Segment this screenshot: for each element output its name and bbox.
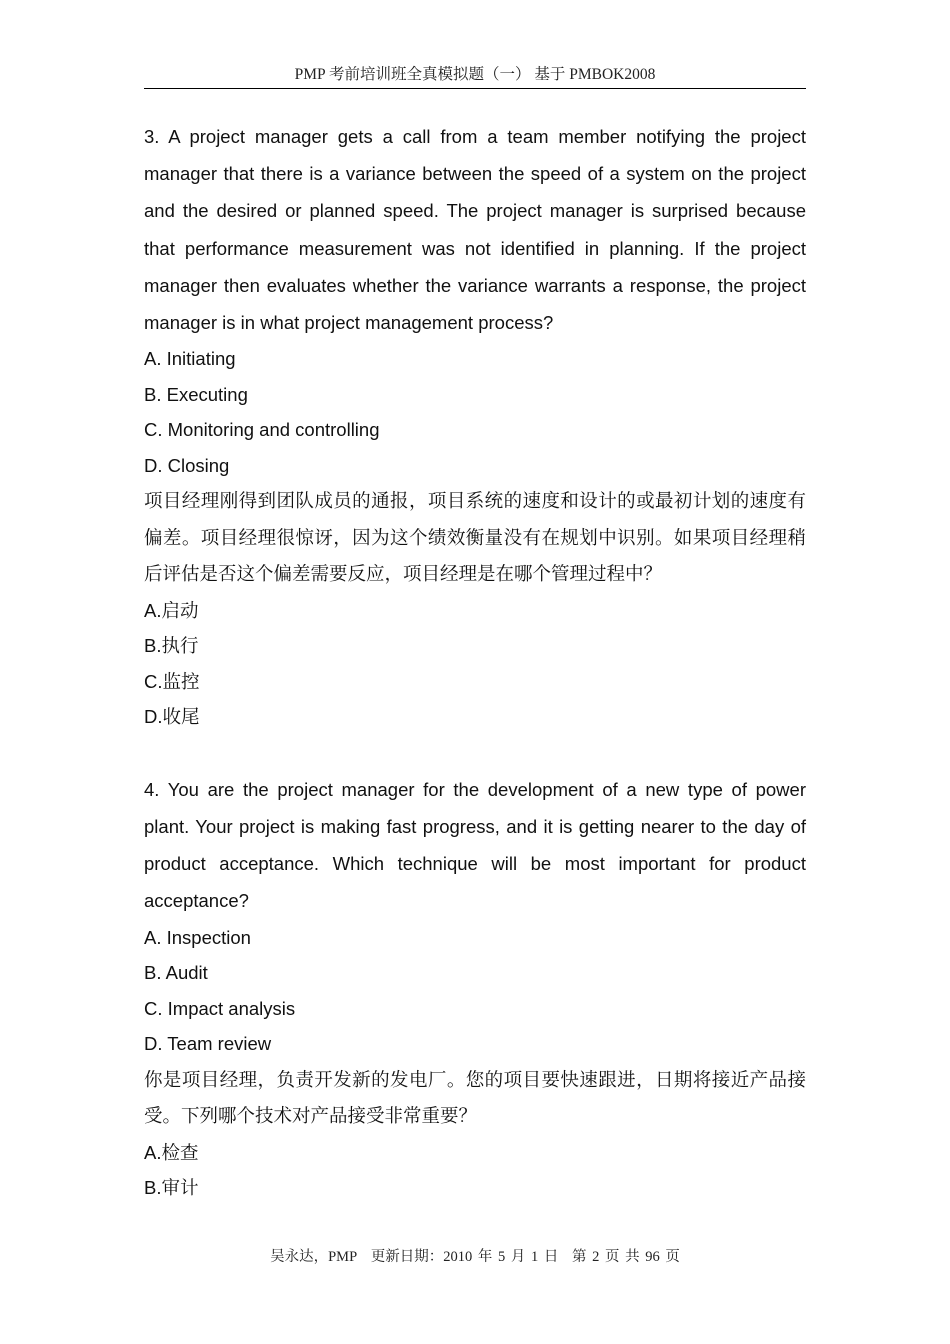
footer-page-number: 第 2 页 共 96 页 [572,1249,680,1265]
option-a-zh: A.检查 [144,1141,199,1163]
question-text-zh: 项目经理刚得到团队成员的通报，项目系统的速度和设计的或最初计划的速度有偏差。项目经理很惊讶，因为这个绩效衡量没有在规划中识别。如果项目经理稍后评估是否这个偏差需要反应，项目经理是在哪个管理过程中？ [144,490,806,585]
question-text-zh: 你是项目经理，负责开发新的发电厂。您的项目要快速跟进，日期将接近产品接受。下列哪个技术对产品接受非常重要？ [144,1068,806,1127]
footer-author: 吴永达，PMP [270,1249,358,1265]
footer-updated: 更新日期：2010 年 5 月 1 日 [370,1249,559,1265]
option-d-zh: D.收尾 [144,706,200,728]
question-3 [144,118,806,735]
document-body [144,118,806,1206]
question-text-en: 4. You are the project manager for the development of a new type of power plant. Your project is making fast progress, and it is getting nearer to the day of product acceptance. Which technique will be most important for product acceptance? [144,778,806,912]
option-c-zh: C.监控 [144,670,200,692]
option-a-en: A. Initiating [144,348,236,370]
option-b-zh: B.审计 [144,1177,199,1199]
question-text-en: 3. A project manager gets a call from a team member notifying the project manager that there is a variance between the speed of a system on the project and the desired or planned speed. The project manager is surprised because that performance measurement was not identified in planning. If the project manager then evaluates whether the variance warrants a response, the project manager is in what project management process? [144,126,806,334]
page-footer [0,1245,950,1266]
option-c-en: C. Impact analysis [144,997,296,1019]
option-b-en: B. Executing [144,383,248,405]
option-a-zh: A.启动 [144,599,199,621]
option-d-en: D. Closing [144,454,230,476]
page-header: PMP 考前培训班全真模拟题（一） 基于 PMBOK2008 [144,64,806,89]
option-b-zh: B.执行 [144,635,199,657]
option-a-en: A. Inspection [144,926,251,948]
question-4 [144,771,806,1206]
option-b-en: B. Audit [144,962,208,984]
paragraph-spacer [144,735,806,771]
option-c-en: C. Monitoring and controlling [144,419,380,441]
option-d-en: D. Team review [144,1033,272,1055]
